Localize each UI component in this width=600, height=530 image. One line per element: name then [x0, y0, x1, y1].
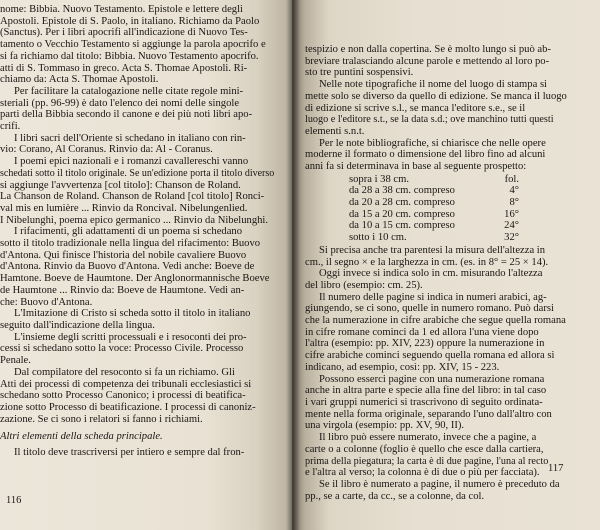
paragraph-line: d'Antona. Qui finisce l'historia del nobile cavaliere Buovo [0, 249, 247, 261]
format-range: sopra i 38 cm. [349, 173, 410, 185]
left-page [0, 0, 292, 530]
paragraph-line: Se il libro è numerato a pagine, il numero è preceduto da [319, 478, 560, 490]
paragraph-line: che la numerazione in cifre arabiche che segue quella romana [305, 315, 566, 327]
paragraph-line: anche in altra parte e specie alla fine del libro: in tal caso [305, 385, 547, 397]
paragraph-line: Dal compilatore del resoconto si fa un richiamo. Gli [14, 366, 235, 378]
format-size: fol. [504, 173, 519, 185]
paragraph-line: (Sanctus). Per i libri apocrifi all'indicazione di Nuovo Tes- [0, 27, 248, 39]
format-range: da 20 a 28 cm. compreso [349, 197, 455, 209]
paragraph-line: Atti dei processi di competenza dei tribunali ecclesiastici si [0, 378, 252, 390]
paragraph-line: di edizione si scrive s.l., se manca l'editore s.e., se il [305, 102, 526, 114]
paragraph-line: luogo e l'editore s.t., se la data s.d.; ove manchino tutti questi [305, 114, 554, 126]
format-size: 4° [509, 185, 519, 197]
left-text-column [0, 4, 280, 459]
paragraph-line: La Chanson de Roland. Chanson de Roland [col titolo] Ronci- [0, 191, 265, 203]
paragraph-line: Il libro può essere numerato, invece che a pagine, a [319, 432, 537, 444]
paragraph-line: giungendo, se ci sono, quelle in numero romano. Può darsi [305, 303, 554, 315]
paragraph-line: i vari gruppi numerici si trascrivono di seguito ordinata- [305, 397, 543, 408]
paragraph-line: d'Antona. Rinvio da Buovo d'Antona. Vedi anche: Boeve de [0, 261, 255, 273]
format-size: 24° [504, 220, 519, 232]
paragraph-line: in cifre romane cominci da 1 ed allora l'una viene dopo [305, 326, 539, 338]
paragraph-line: mente nella forma originale, separando l'uno dall'altro con [305, 408, 552, 420]
section-heading: Altri elementi della scheda principale. [0, 431, 163, 443]
format-range: da 28 a 38 cm. compreso [349, 185, 455, 197]
format-size: 32° [504, 232, 519, 244]
page-number: 117 [548, 463, 564, 474]
paragraph-line: si fa richiamo dal titolo: Bibbia. Nuovo Testamento apocrifo. [0, 50, 259, 62]
paragraph-line: sto tre puntini sospensivi. [305, 67, 414, 79]
paragraph-line: zazione. Se ci sono i relatori si fanno i richiami. [0, 413, 203, 425]
format-row [349, 220, 519, 232]
paragraph-line: una virgola (esempio: pp. XV, 90, II). [305, 420, 465, 432]
paragraph-line: Per facilitare la catalogazione nelle citate regole mini- [14, 85, 244, 97]
paragraph-line: L'insieme degli scritti processuali e i resoconti dei pro- [14, 331, 247, 343]
paragraph-line: breviare tralasciando alcune parole e mettendo al loro po- [305, 55, 550, 67]
paragraph-line: I poemi epici nazionali e i romanzi cavallereschi vanno [14, 156, 249, 168]
paragraph-line: Hamtone. Boeve de Haumtone. Der Anglonormannische Boeve [0, 273, 270, 285]
paragraph-line: I rifacimenti, gli adattamenti di un poema si schedano [14, 226, 242, 238]
paragraph-line: Apostoli. Epistole di S. Paolo, in italiano. Richiamo da Paolo [0, 15, 260, 27]
paragraph-line: crifi. [0, 121, 21, 133]
paragraph-line: l'altra (esempio: pp. XIV, 223) oppure la numerazione in [305, 338, 545, 350]
paragraph-line: Possono esserci pagine con una numerazione romana [319, 373, 545, 385]
format-table [349, 174, 519, 244]
format-range: da 15 a 20 cm. compreso [349, 208, 455, 220]
right-page [292, 0, 600, 530]
paragraph-line: cm., il segno × e la larghezza in cm. (es. in 8° = 25 × 14). [305, 256, 549, 268]
paragraph-line: Si precisa anche tra parentesi la misura dell'altezza in [319, 244, 546, 256]
format-range: sotto i 10 cm. [349, 232, 407, 244]
format-range: da 10 a 15 cm. compreso [349, 220, 455, 232]
paragraph-line: tamento o Vecchio Testamento si aggiunge la parola apocrifo e [0, 39, 266, 51]
paragraph-line: atti di S. Tommaso in greco. Acta S. Thomae Apostoli. Ri- [0, 62, 248, 74]
paragraph-line: Il titolo deve trascriversi per intiero e sempre dal fron- [14, 447, 245, 459]
book-gutter [286, 0, 300, 530]
paragraph-line: sotto il titolo tradizionale nella lingua del rifacimento: Buovo [0, 238, 261, 250]
paragraph-line: schedano sotto Processo Canonico; i processi di beatifica- [0, 390, 246, 402]
right-text-column [305, 44, 587, 502]
paragraph-line: chiamo da: Acta S. Thomae Apostoli. [0, 74, 159, 86]
paragraph-line: carte o a colonne (foglio è quello che esce dalla cartiera, [305, 443, 544, 455]
format-row [349, 209, 519, 221]
paragraph-line: moderne il formato o dimensione del libro fino ad alcuni [305, 149, 546, 161]
paragraph-line: tespizio e non dalla copertina. Se è molto lungo si può ab- [305, 44, 551, 55]
paragraph-line: zione sotto Processo di beatificazione. I processi di canoniz- [0, 401, 256, 413]
paragraph-line: seguito dall'indicazione della lingua. [0, 319, 155, 331]
format-row [349, 174, 519, 186]
paragraph-line: steriali (pp. 96-99) è dato l'elenco dei nomi delle singole [0, 97, 240, 109]
paragraph-line: I libri sacri dell'Oriente si schedano in italiano con rin- [14, 132, 246, 144]
paragraph-line: pp., se a carte, da cc., se a colonne, da col. [305, 490, 485, 502]
paragraph-line: elementi s.n.t. [305, 125, 365, 137]
format-row [349, 232, 519, 244]
paragraph-line: si aggiunge l'avvertenza [col titolo]: Chanson de Roland. [0, 179, 241, 191]
paragraph-line: parti della Bibbia secondo il canone e dei più noti libri apo- [0, 109, 253, 121]
paragraph-line: anni fa si determinava in base al seguente prospetto: [305, 161, 527, 173]
paragraph-line: L'Imitazione di Cristo si scheda sotto il titolo in italiano [14, 308, 251, 320]
format-size: 16° [504, 208, 519, 220]
paragraph-line: Penale. [0, 355, 31, 367]
paragraph-line: vio: Corano, Al Coranus. Rinvio da: Al - Coranus. [0, 144, 213, 156]
paragraph-line: che: Buovo d'Antona. [0, 296, 93, 308]
format-size: 8° [509, 197, 519, 209]
paragraph-line: cifre arabiche cominci seguendo quella romana ed allora si [305, 350, 555, 362]
paragraph-line: de Haumtone ... Rinvio da: Boeve de Haumtone. Vedi an- [0, 284, 245, 296]
paragraph-line: nome: Bibbia. Nuovo Testamento. Epistole e lettere degli [0, 4, 243, 15]
paragraph-line: del libro (esempio: cm. 25). [305, 279, 423, 291]
paragraph-line: Per le note bibliografiche, si chiarisce che nelle opere [319, 137, 546, 149]
paragraph-line: indicano, ad esempio, così: pp. XIV, 15 - 223. [305, 361, 500, 373]
paragraph-line: Oggi invece si indica solo in cm. misurando l'altezza [319, 268, 543, 280]
paragraph-line: e l'altra al verso; la colonna è di due o più per facciata). [305, 467, 540, 479]
paragraph-line: I Nibelunghi, poema epico germanico ... Rinvio da Nibelunghi. [0, 214, 269, 226]
paragraph-line: prima della piegatura; la carta è di due pagine, l'una al recto [305, 455, 549, 467]
paragraph-line: schedati sotto il titolo originale. Se un'edizione porta il titolo diverso [0, 167, 275, 179]
paragraph-line: cessi si schedano sotto la voce: Processo Civile. Processo [0, 343, 244, 355]
paragraph-line: Il numero delle pagine si indica in numeri arabici, ag- [319, 291, 547, 303]
paragraph-line: Nelle note tipografiche il nome del luogo di stampa si [319, 79, 548, 91]
page-number: 116 [6, 495, 22, 506]
paragraph-line: val mis en lumière ... Rinvio da Roncival. Nibelungenlied. [0, 202, 248, 214]
format-row [349, 197, 519, 209]
paragraph-line: mette solo se diverso da quello di edizione. Se manca il luogo [305, 90, 567, 102]
format-row [349, 185, 519, 197]
